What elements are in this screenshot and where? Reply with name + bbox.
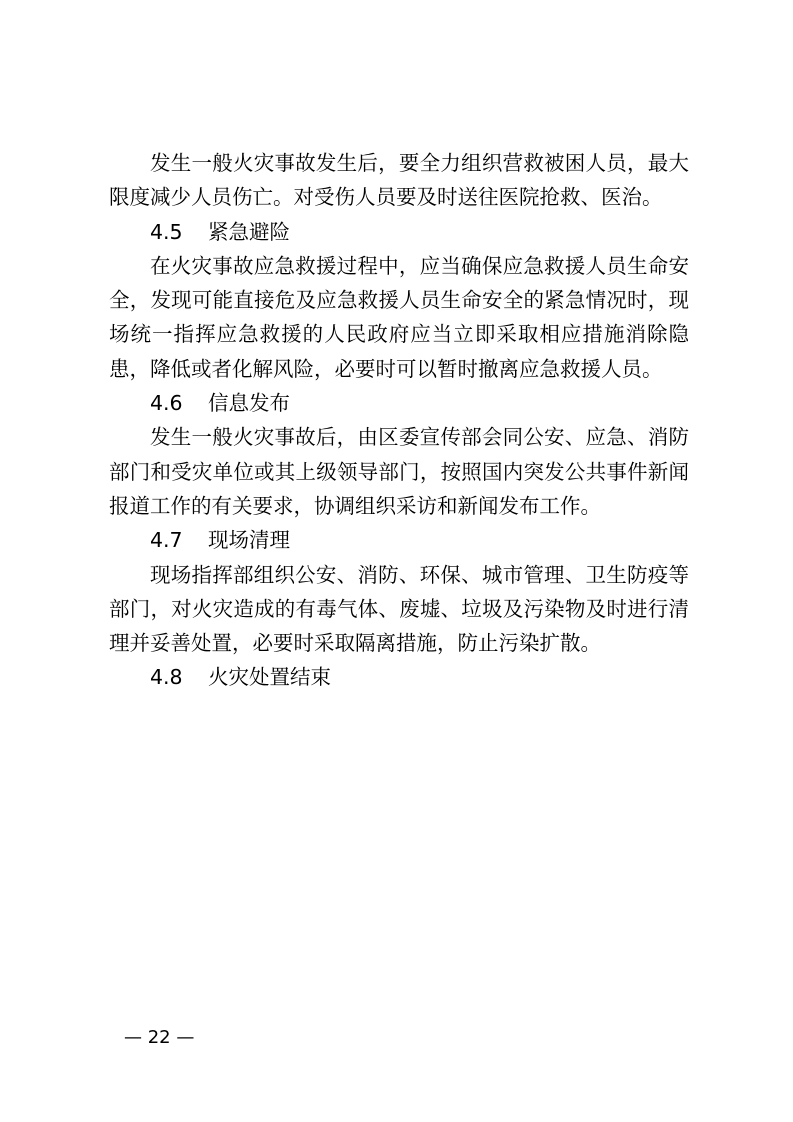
paragraph-information-release: 发生一般火灾事故后，由区委宣传部会同公安、应急、消防部门和受灾单位或其上级领导部门，按照国内突发公共事件新闻报道工作的有关要求，协调组织采访和新闻发布工作。 (109, 425, 689, 518)
section-heading-4-5 (109, 215, 689, 249)
section-heading-4-6 (109, 386, 689, 420)
paragraph-site-cleanup: 现场指挥部组织公安、消防、环保、城市管理、卫生防疫等部门，对火灾造成的有毒气体、废墟、垃圾及污染物及时进行清理并妥善处置，必要时采取隔离措施，防止污染扩散。 (109, 562, 689, 656)
section-number: 4.6 (150, 391, 183, 416)
section-heading-4-8 (109, 660, 689, 694)
section-title: 现场清理 (208, 528, 290, 553)
paragraph-emergency-avoidance: 在火灾事故应急救援过程中，应当确保应急救援人员生命安全，发现可能直接危及应急救援人员生命安全的紧急情况时，现场统一指挥应急救援的人民政府应当立即采取相应措施消除隐患，降低或者化解风险，必要时可以暂时撤离应急救援人员。 (109, 253, 689, 381)
paragraph-rescue: 发生一般火灾事故发生后，要全力组织营救被困人员，最大限度减少人员伤亡。对受伤人员要及时送往医院抢救、医治。 (109, 151, 689, 210)
section-title: 火灾处置结束 (208, 665, 331, 690)
section-title: 紧急避险 (208, 219, 290, 244)
section-title: 信息发布 (208, 391, 290, 416)
section-number: 4.7 (150, 528, 183, 553)
section-number: 4.8 (150, 665, 183, 690)
page-number: — 22 — (124, 1027, 195, 1048)
section-number: 4.5 (150, 219, 183, 244)
section-heading-4-7 (109, 523, 689, 557)
document-body (109, 146, 689, 695)
